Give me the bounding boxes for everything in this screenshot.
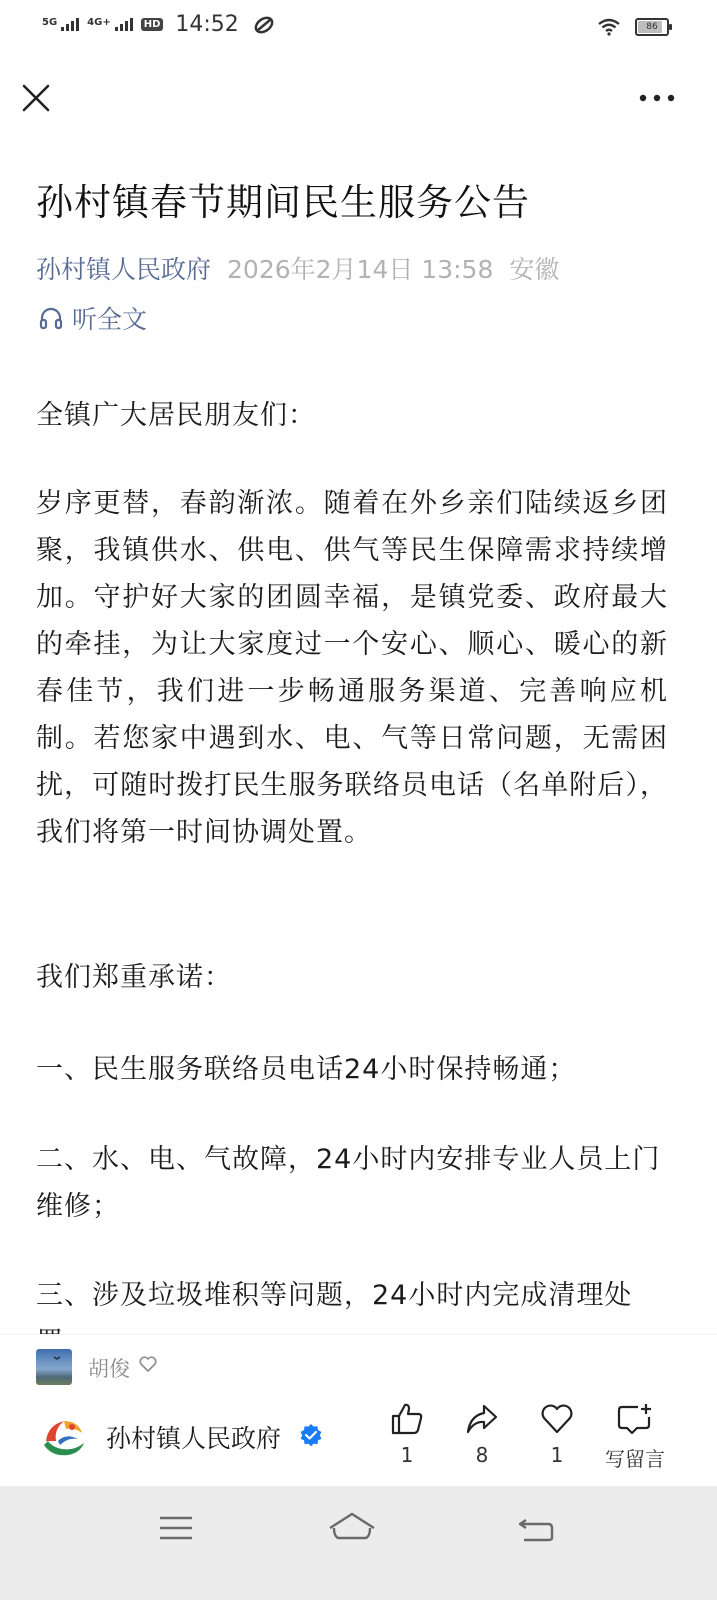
promise-intro: 我们郑重承诺： [36,962,232,993]
more-button[interactable] [637,86,677,110]
share-button[interactable] [447,1401,517,1467]
write-comment-label: 写留言 [605,1447,665,1471]
headphones-icon [38,305,64,331]
close-button[interactable] [18,80,54,116]
author-link[interactable]: 孙村镇人民政府 [36,255,212,284]
publish-location: 安徽 [509,255,560,284]
more-icon [637,86,677,110]
nav-menu-button[interactable] [146,1510,206,1550]
favorite-count: 1 [550,1443,564,1467]
share-count: 8 [475,1443,489,1467]
signal-4g-label: 4G+ [87,17,111,28]
system-nav-bar [0,1486,717,1600]
thumbs-up-icon [389,1401,425,1437]
signal-5g-label: 5G [42,17,58,28]
battery-icon [635,18,669,36]
hd-icon: HD [141,18,164,31]
promise-item-1: 一、民生服务联络员电话24小时保持畅通； [36,1054,577,1085]
like-button[interactable] [372,1401,442,1467]
like-count: 1 [400,1443,414,1467]
promise-item-2: 二、水、电、气故障，24小时内安排专业人员上门维修； [36,1144,661,1222]
status-bar [0,0,717,56]
listen-label: 听全文 [72,305,148,334]
heart-icon [539,1401,575,1437]
account-name[interactable]: 孙村镇人民政府 [106,1424,282,1453]
comment-add-icon [616,1401,654,1437]
heart-outline-icon[interactable] [138,1355,158,1373]
share-icon [464,1401,500,1437]
back-icon [508,1510,568,1550]
battery-level: 86 [646,22,658,32]
write-comment-button[interactable] [594,1401,676,1472]
account-logo[interactable] [38,1411,90,1463]
bird-icon [36,1349,72,1385]
article-title: 孙村镇春节期间民生服务公告 [36,181,530,224]
reader-name: 胡俊 [88,1357,130,1381]
signal-4g-icon [87,18,133,31]
nav-home-button[interactable] [322,1510,382,1550]
signal-5g-icon [42,18,79,31]
status-right [597,18,669,36]
clock: 14:52 [175,12,239,37]
verified-badge-icon [299,1423,323,1447]
body-paragraph: 岁序更替，春韵渐浓。随着在外乡亲们陆续返乡团聚，我镇供水、供电、供气等民生保障需求持续增加。守护好大家的团圆幸福，是镇党委、政府最大的牵挂，为让大家度过一个安心、顺心、暖心的新春佳节，我们进一步畅通服务渠道、完善响应机制。若您家中遇到水、电、气等日常问题，无需困扰，可随时拨打民生服务联络员电话（名单附后），我们将第一时间协调处置。 [36,488,668,848]
favorite-button[interactable] [522,1401,592,1467]
reader-avatar[interactable] [36,1349,72,1385]
link-icon [253,14,275,36]
publish-time: 2026年2月14日 13:58 [227,255,494,284]
nav-back-button[interactable] [508,1510,568,1550]
greeting-paragraph: 全镇广大居民朋友们： [36,400,316,431]
home-icon [322,1510,382,1550]
promise-item-3: 三、涉及垃圾堆积等问题，24小时内完成清理处 [36,1280,633,1311]
listen-button[interactable] [38,300,147,336]
close-icon [18,80,54,116]
article-meta [36,250,559,286]
wifi-icon [597,18,621,36]
bottom-panel [0,1334,717,1485]
status-left [42,12,275,37]
menu-icon [146,1510,206,1550]
